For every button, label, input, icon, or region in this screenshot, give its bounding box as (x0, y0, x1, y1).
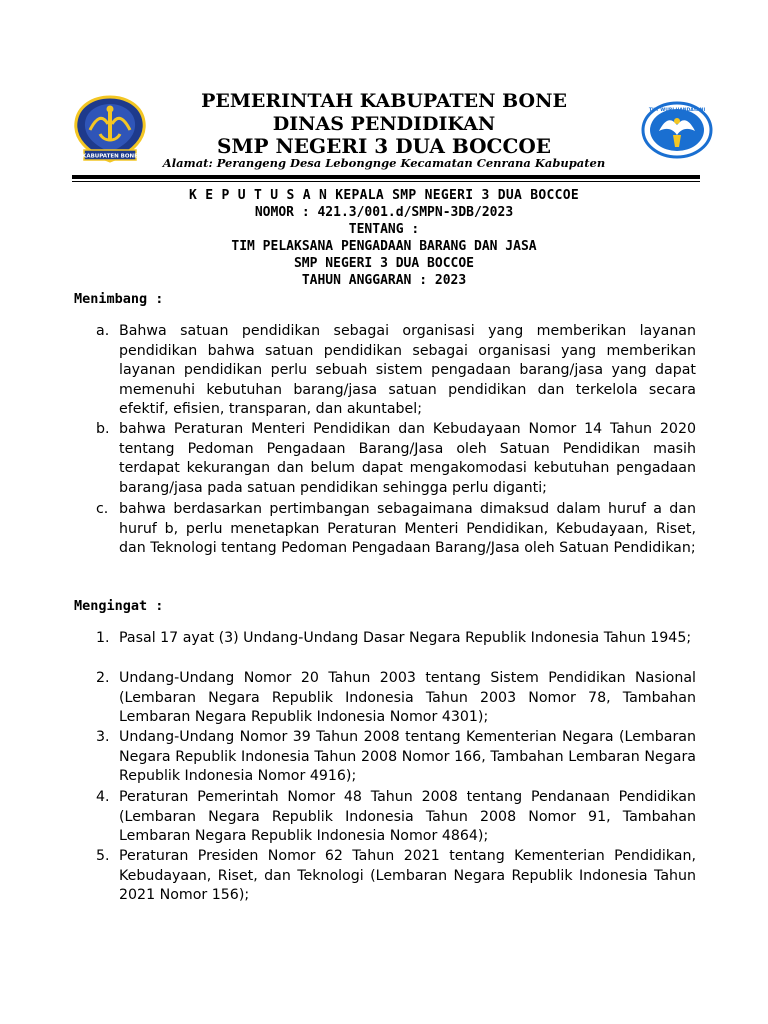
logo-motto: TUT WURI HANDAYANI (648, 108, 706, 113)
item-text: Pasal 17 ayat (3) Undang-Undang Dasar Negara Republik Indonesia Tahun 1945; (119, 630, 692, 646)
mengingat-item (74, 847, 696, 906)
menimbang-item (74, 322, 696, 420)
menimbang-label: Menimbang : (74, 291, 164, 307)
decree-subject: TIM PELAKSANA PENGADAAN BARANG DAN JASA (231, 239, 537, 254)
item-marker: c. (96, 501, 109, 517)
menimbang-item (74, 420, 696, 498)
item-text: bahwa berdasarkan pertimbangan sebagaimana dimaksud dalam huruf a dan huruf b, perlu menetapkan Peraturan Menteri Pendidikan, Kebudayaan, Riset, dan Teknologi tentang Pedoman Pengadaan Barang/Jasa oleh Satuan Pendidikan; (119, 501, 696, 557)
decree-school: SMP NEGERI 3 DUA BOCCOE (293, 256, 474, 271)
item-marker: b. (96, 421, 110, 437)
item-text: Bahwa satuan pendidikan sebagai organisasi yang memberikan layanan pendidikan bahwa satuan pendidikan sebagai organisasi yang memberikan layanan pendidikan perlu sebuah sistem pengadaan barang/jasa yang dapat memenuhi kebutuhan barang/jasa satuan pendidikan dan terkelola secara efektif, efisien, transparan, dan akuntabel; (119, 323, 696, 418)
mengingat-item (74, 669, 696, 728)
item-number: 3. (96, 729, 110, 745)
item-number: 2. (96, 670, 110, 686)
mengingat-label: Mengingat : (74, 598, 164, 614)
letterhead-school: SMP NEGERI 3 DUA BOCCOE (216, 134, 552, 158)
letterhead-agency: DINAS PENDIDIKAN (272, 113, 496, 135)
decree-tentang: TENTANG : (348, 222, 420, 237)
mengingat-item (74, 788, 696, 847)
item-marker: a. (96, 323, 110, 339)
decree-title: K E P U T U S A N KEPALA SMP NEGERI 3 DUA BOCCOE (188, 188, 580, 203)
item-number: 1. (96, 630, 110, 646)
decree-fiscal-year: TAHUN ANGGARAN : 2023 (301, 273, 467, 288)
letterhead-rule-thin (72, 181, 700, 182)
item-text: Peraturan Pemerintah Nomor 48 Tahun 2008 tentang Pendanaan Pendidikan (Lembaran Negara Republik Indonesia Tahun 2008 Nomor 91, Tambahan Lembaran Negara Republik Indonesia Nomor 4864); (119, 789, 696, 845)
item-number: 4. (96, 789, 110, 805)
item-text: Undang-Undang Nomor 39 Tahun 2008 tentang Kementerian Negara (Lembaran Negara Republik Indonesia Tahun 2008 Nomor 166, Tambahan Lembaran Negara Republik Indonesia Nomor 4916); (119, 729, 696, 785)
item-text: Peraturan Presiden Nomor 62 Tahun 2021 tentang Kementerian Pendidikan, Kebudayaan, Riset, dan Teknologi (Lembaran Negara Republik Indonesia Tahun 2021 Nomor 156); (119, 848, 696, 904)
mengingat-item (74, 629, 696, 649)
item-text: Undang-Undang Nomor 20 Tahun 2003 tentang Sistem Pendidikan Nasional (Lembaran Negara Republik Indonesia Tahun 2003 Nomor 78, Tambahan Lembaran Negara Republik Indonesia Nomor 4301); (119, 670, 696, 726)
item-text: bahwa Peraturan Menteri Pendidikan dan Kebudayaan Nomor 14 Tahun 2020 tentang Pedoman Pengadaan Barang/Jasa oleh Satuan Pendidikan masih terdapat kekurangan dan belum dapat mengakomodasi kebutuhan pengadaan barang/jasa pada satuan pendidikan sehingga perlu diganti; (119, 421, 696, 496)
letterhead-address: Alamat: Perangeng Desa Lebongnge Kecamatan Cenrana Kabupaten (162, 156, 606, 170)
item-number: 5. (96, 848, 110, 864)
emblem-caption: KABUPATEN BONE (82, 153, 138, 160)
menimbang-item (74, 500, 696, 559)
tut-wuri-handayani-logo (641, 101, 713, 159)
letterhead-government: PEMERINTAH KABUPATEN BONE (201, 90, 567, 112)
decree-number: NOMOR : 421.3/001.d/SMPN-3DB/2023 (254, 205, 514, 220)
letterhead (0, 0, 768, 185)
mengingat-item (74, 728, 696, 787)
letterhead-rule (72, 175, 700, 179)
